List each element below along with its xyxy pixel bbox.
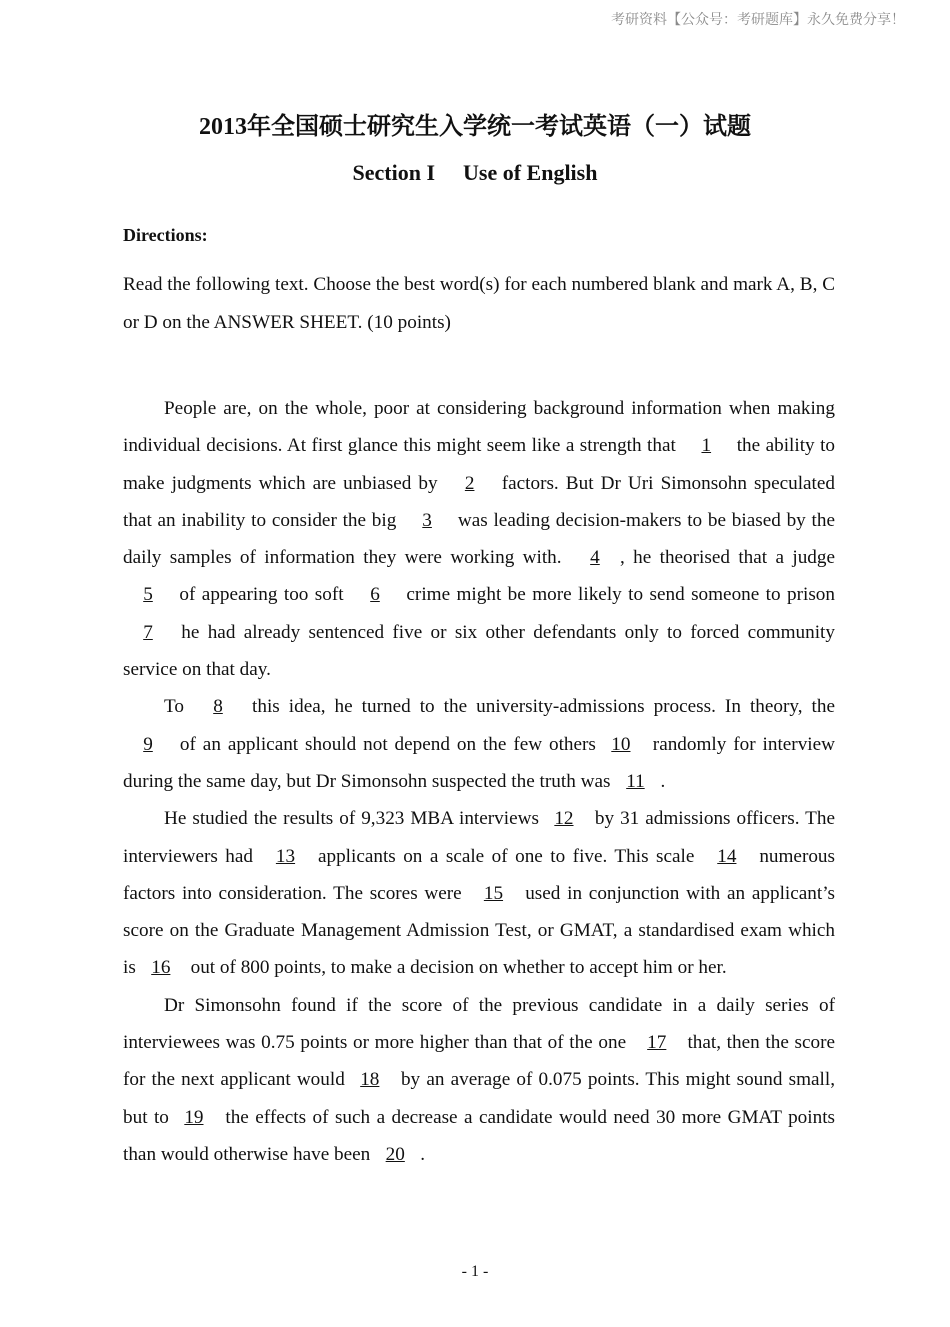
section-heading	[0, 160, 950, 186]
blank-3: 3	[422, 509, 432, 531]
section-name: Use of English	[463, 160, 598, 185]
blank-11: 11	[626, 770, 645, 792]
watermark-text: 考研资料【公众号：考研题库】永久免费分享！	[611, 12, 905, 28]
blank-8: 8	[213, 696, 223, 718]
passage-text: randomly for interview during the same day, but Dr Simonsohn suspected the truth was	[123, 733, 835, 792]
blank-17: 17	[647, 1032, 667, 1054]
passage-text: was leading decision-makers to be biased by the daily samples of information they were working with.	[123, 509, 835, 569]
passage-text: by an average of 0.075 points. This might sound small, but to	[123, 1069, 835, 1128]
blank-4: 4	[590, 547, 600, 569]
blank-16: 16	[151, 957, 171, 979]
passage-paragraph	[123, 987, 835, 1173]
passage-text: out of 800 points, to make a decision on whether to accept him or her.	[185, 957, 727, 979]
passage-paragraph	[123, 390, 835, 688]
cloze-passage	[123, 390, 835, 1173]
blank-14: 14	[717, 845, 737, 867]
exam-title: 2013年全国硕士研究生入学统一考试英语（一）试题	[199, 114, 751, 140]
section-label: Section I	[352, 160, 435, 185]
passage-text: that, then the score for the next applicant would	[123, 1032, 835, 1091]
passage-text: To	[164, 696, 193, 718]
passage-text: applicants on a scale of one to five. This scale	[310, 845, 702, 867]
passage-text: factors. But Dr Uri Simonsohn speculated that an inability to consider the big	[123, 472, 835, 531]
blank-10: 10	[611, 733, 631, 755]
passage-text: the effects of such a decrease a candidate would need 30 more GMAT points than would otherwise have been	[123, 1106, 835, 1165]
blank-13: 13	[275, 845, 296, 867]
passage-text: , he theorised that a judge	[619, 547, 835, 569]
passage-text: .	[420, 1143, 426, 1165]
passage-text: .	[660, 770, 666, 792]
blank-5: 5	[143, 584, 153, 606]
blank-20: 20	[385, 1143, 405, 1165]
blank-6: 6	[370, 584, 380, 606]
blank-12: 12	[554, 808, 574, 830]
page-number: - 1 -	[461, 1263, 489, 1280]
passage-text: People are, on the whole, poor at considering background information when making individual decisions. At first glance this might seem like a strength that	[123, 398, 835, 457]
blank-15: 15	[483, 882, 504, 904]
passage-text: used in conjunction with an applicant’s score on the Graduate Management Admission Test, or GMAT, a standardised exam which is	[123, 882, 835, 979]
directions-text: Read the following text. Choose the best word(s) for each numbered blank and mark A, B, C or D on the ANSWER SHEET. (10 points)	[123, 274, 835, 333]
passage-text: crime might be more likely to send someone to prison	[400, 584, 835, 606]
blank-18: 18	[360, 1069, 380, 1091]
passage-text: of an applicant should not depend on the few others	[173, 733, 596, 755]
passage-text: the ability to make judgments which are unbiased by	[123, 435, 835, 494]
blank-1: 1	[701, 435, 712, 457]
blank-19: 19	[184, 1106, 204, 1128]
passage-text: by 31 admissions officers. The interviewers had	[123, 808, 835, 867]
blank-2: 2	[464, 472, 475, 494]
blank-9: 9	[143, 733, 153, 755]
passage-text: this idea, he turned to the university-admissions process. In theory, the	[243, 696, 835, 718]
blank-7: 7	[143, 621, 153, 643]
passage-paragraph	[123, 800, 835, 986]
passage-text: he had already sentenced five or six other defendants only to forced community service on that day.	[123, 621, 835, 681]
directions-label: Directions:	[123, 225, 208, 245]
passage-text: He studied the results of 9,323 MBA interviews	[164, 808, 539, 830]
passage-text: numerous factors into consideration. The scores were	[123, 845, 835, 904]
passage-text: Dr Simonsohn found if the score of the previous candidate in a daily series of interviewees was 0.75 points or more higher than that of the one	[123, 994, 835, 1054]
passage-text: of appearing too soft	[173, 584, 350, 606]
passage-paragraph	[123, 688, 835, 800]
